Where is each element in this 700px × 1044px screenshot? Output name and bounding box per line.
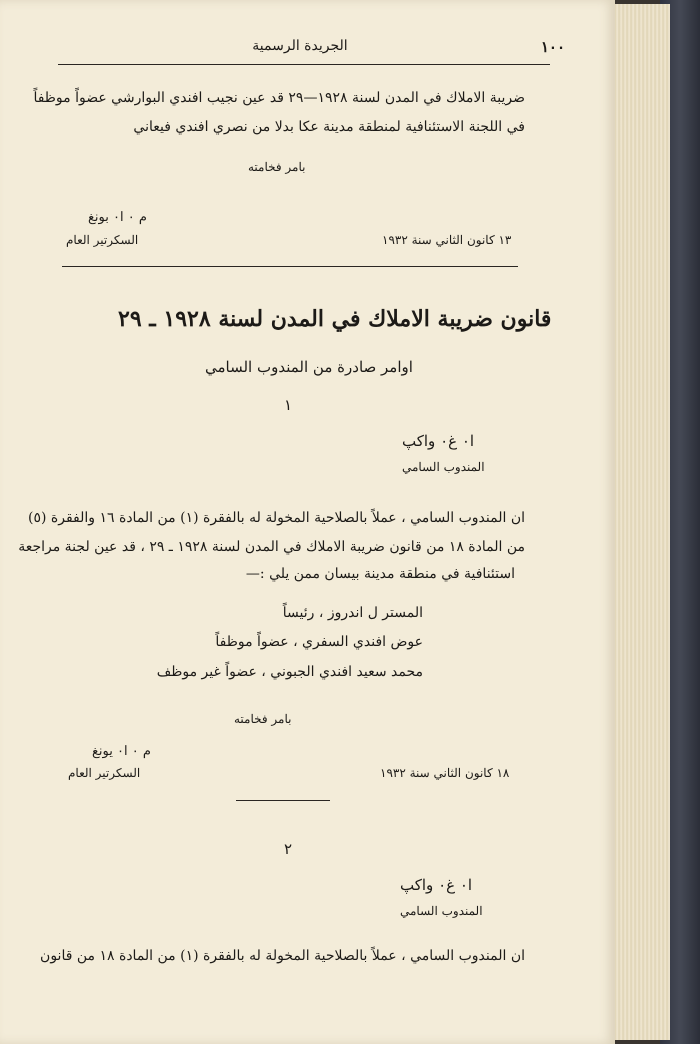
order2-number: ٢ — [284, 840, 293, 858]
order1-date: ١٨ كانون الثاني سنة ١٩٣٢ — [380, 766, 510, 780]
notice1-line1: ضريبة الاملاك في المدن لسنة ١٩٢٨—٢٩ قد عين نجيب افندي البوارشي عضواً موظفاً — [33, 90, 525, 106]
order2-line1: ان المندوب السامي ، عملاً بالصلاحية المخولة له بالفقرة (١) من المادة ١٨ من قانون — [40, 948, 525, 964]
notice1-date: ١٣ كانون الثاني سنة ١٩٣٢ — [382, 233, 512, 247]
order1-initials: ا٠ غ٠ واكپ — [402, 432, 475, 450]
section-rule — [62, 266, 518, 267]
law-subtitle: اوامر صادرة من المندوب السامي — [205, 358, 413, 376]
order-separator-rule — [236, 800, 330, 801]
order1-line2: من المادة ١٨ من قانون ضريبة الاملاك في المدن لسنة ١٩٢٨ ـ ٢٩ ، قد عين لجنة مراجعة — [18, 539, 525, 555]
notice1-signatory-name: م ٠ ا٠ بونغ — [88, 210, 147, 225]
order1-member-3: محمد سعيد افندي الجبوني ، عضواً غير موظف — [156, 664, 423, 680]
header-rule — [58, 64, 550, 65]
page-number: ١٠٠ — [540, 38, 565, 56]
order1-line1: ان المندوب السامي ، عملاً بالصلاحية المخولة له بالفقرة (١) من المادة ١٦ والفقرة (٥) — [27, 510, 525, 526]
gazette-title: الجريدة الرسمية — [252, 38, 348, 54]
order1-member-2: عوض افندي السفري ، عضواً موظفاً — [215, 634, 423, 650]
law-title: قانون ضريبة الاملاك في المدن لسنة ١٩٢٨ ـ ٢٩ — [118, 306, 552, 332]
order2-initials: ا٠ غ٠ واكپ — [400, 876, 473, 894]
order1-by-order: بامر فخامته — [234, 712, 292, 726]
notice1-signatory-title: السكرتير العام — [66, 233, 139, 247]
order1-signatory-title: السكرتير العام — [68, 766, 141, 780]
notice1-line2: في اللجنة الاستئنافية لمنطقة مدينة عكا بدلا من نصري افندي فيعاني — [133, 119, 525, 135]
order1-member-1: المستر ل اندروز ، رئيساً — [282, 605, 423, 621]
order1-role: المندوب السامي — [402, 460, 485, 474]
order1-signatory-name: م ٠ ا٠ يونغ — [92, 744, 151, 759]
order1-line3: استئنافية في منطقة مدينة بيسان ممن يلي :— — [245, 566, 515, 582]
notice1-by-order: بامر فخامته — [248, 160, 306, 174]
order2-role: المندوب السامي — [400, 904, 483, 918]
order1-number: ١ — [284, 396, 293, 414]
